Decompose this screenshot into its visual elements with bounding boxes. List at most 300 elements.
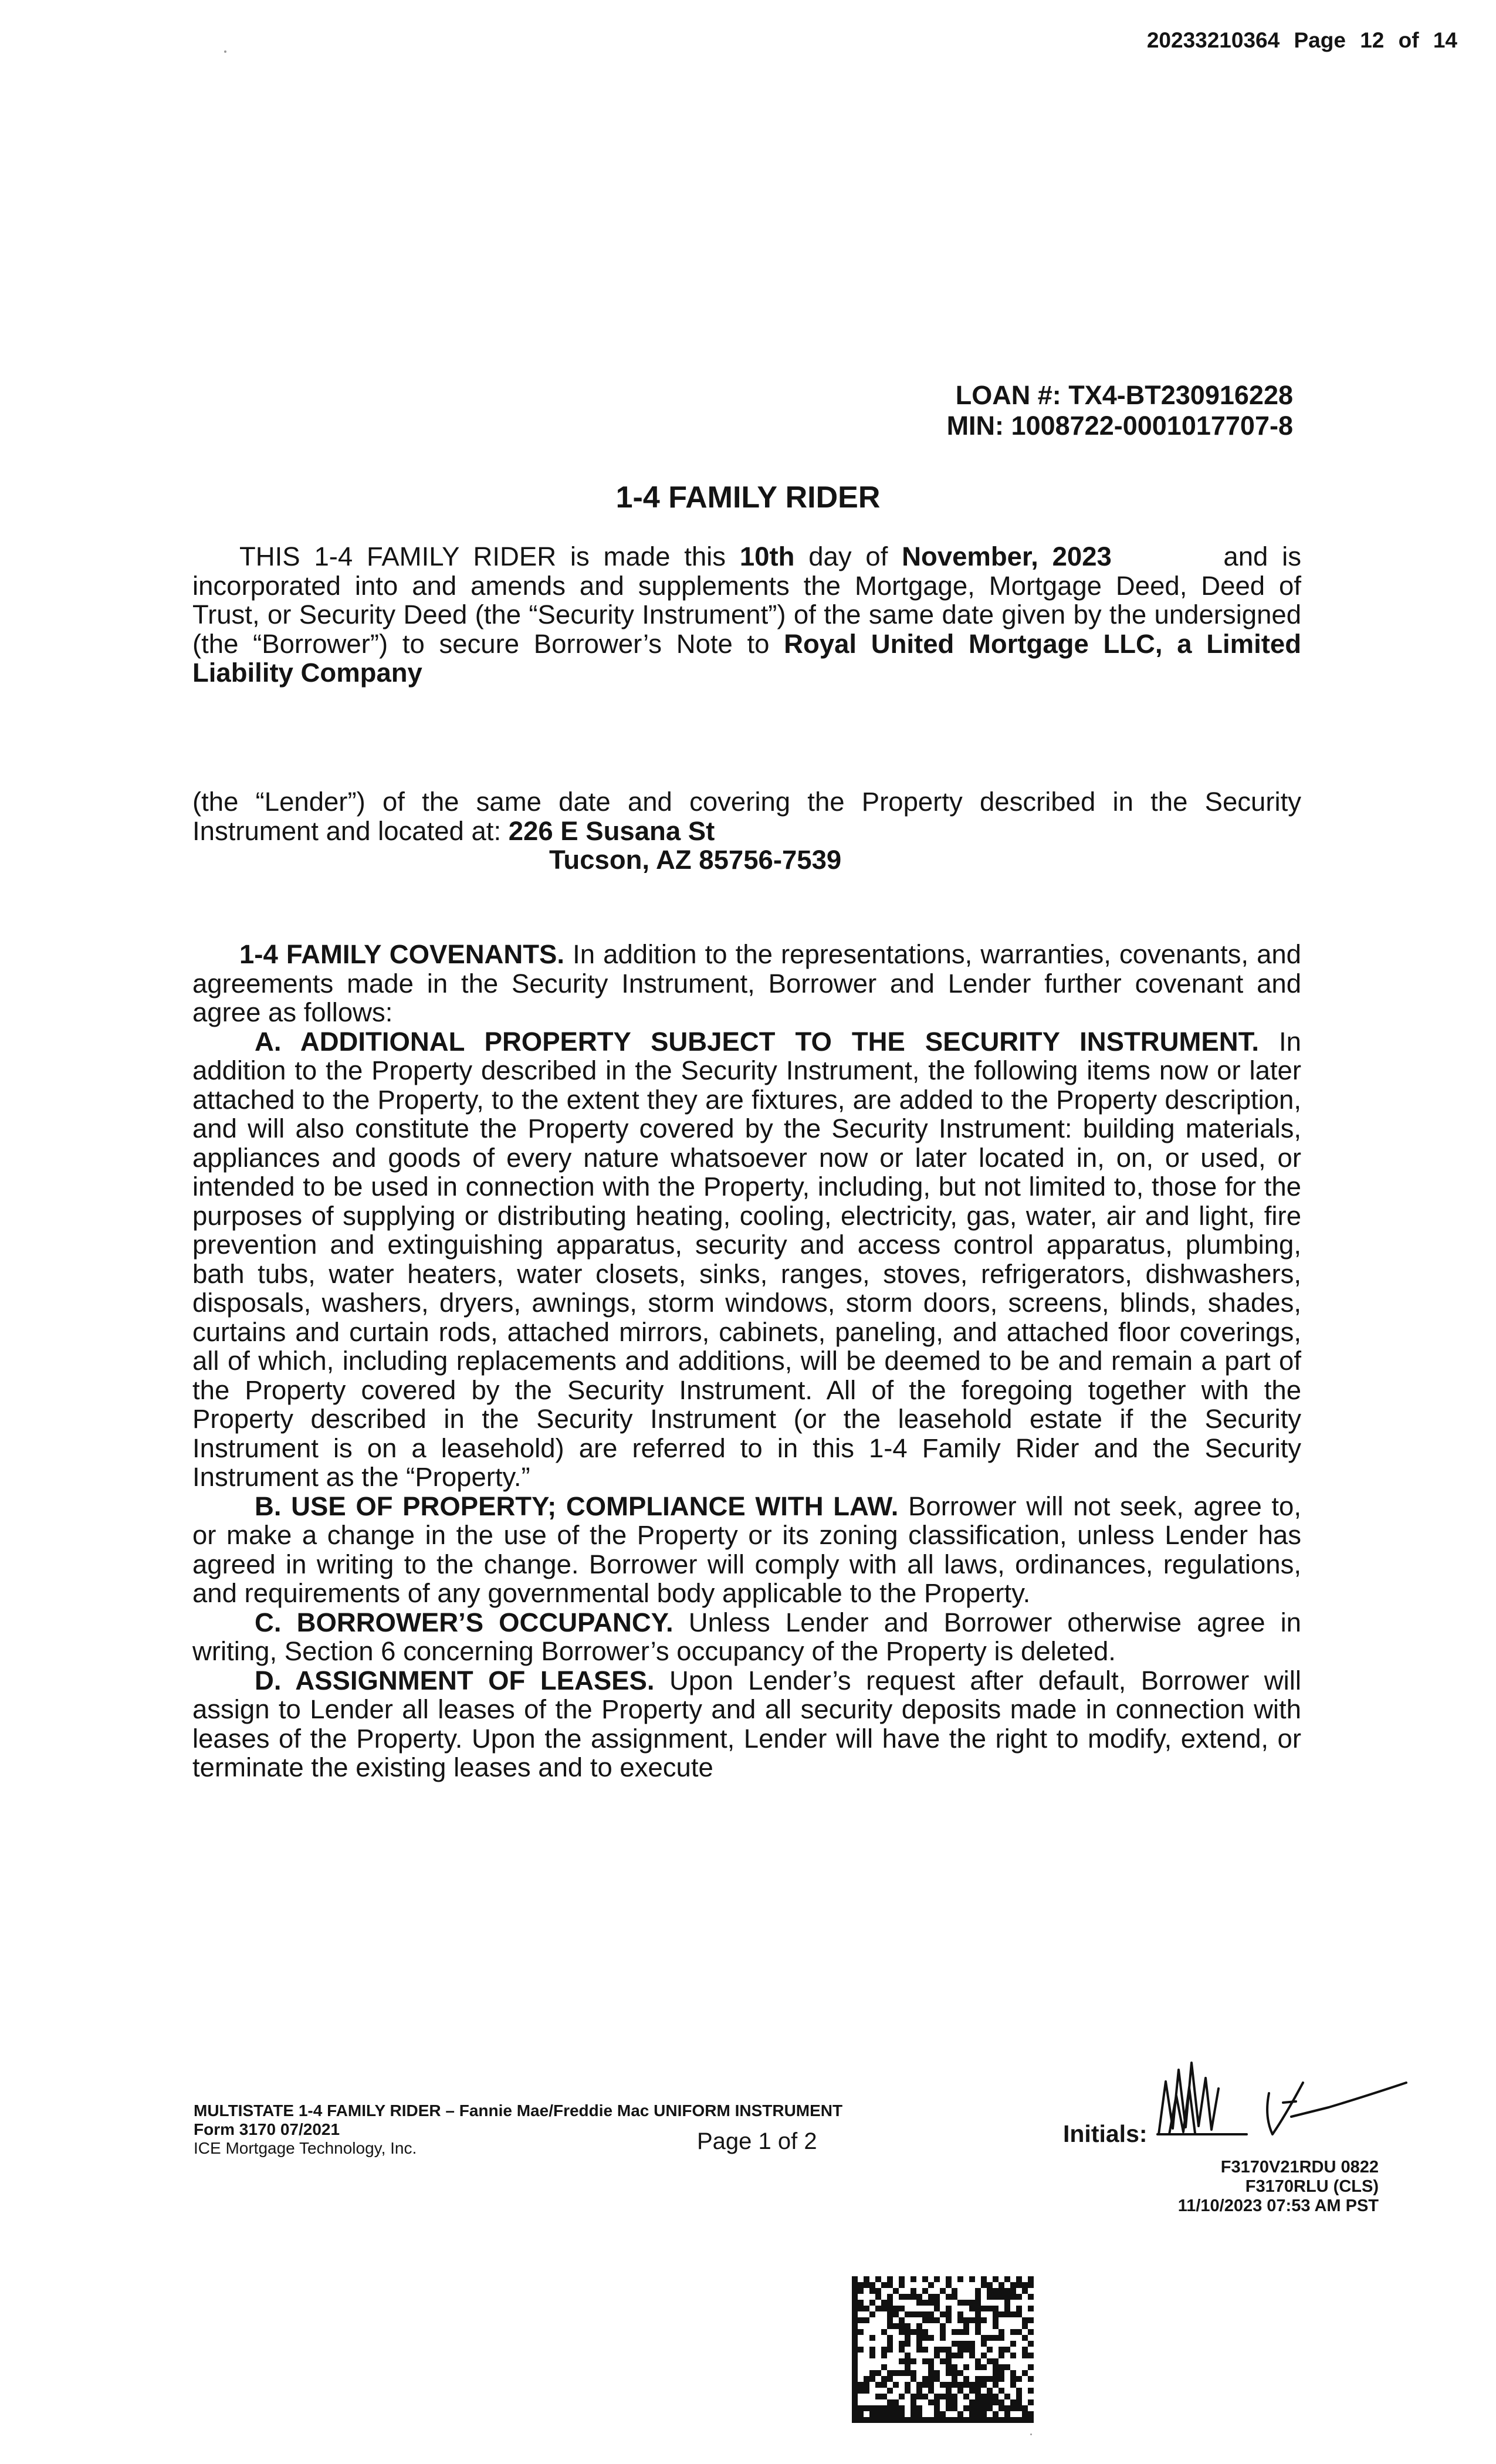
- barcode-module: [969, 2411, 975, 2417]
- barcode-module: [1010, 2282, 1016, 2288]
- barcode-module: [1010, 2353, 1016, 2358]
- barcode-module: [875, 2394, 881, 2399]
- barcode-module: [1028, 2376, 1034, 2382]
- barcode-module: [887, 2276, 893, 2282]
- barcode-module: [946, 2358, 952, 2364]
- section-a: [192, 1027, 1301, 1492]
- barcode-module: [1022, 2370, 1028, 2376]
- barcode-module: [999, 2376, 1004, 2382]
- barcode-module: [993, 2294, 999, 2300]
- barcode-module: [893, 2306, 899, 2311]
- barcode-module: [952, 2294, 957, 2300]
- barcode-module: [969, 2399, 975, 2405]
- barcode-module: [905, 2341, 911, 2347]
- barcode-module: [916, 2394, 922, 2399]
- barcode-module: [911, 2376, 916, 2382]
- barcode-module: [1010, 2405, 1016, 2411]
- barcode-module: [1022, 2323, 1028, 2329]
- barcode-module: [905, 2388, 911, 2394]
- barcode-module: [1022, 2347, 1028, 2353]
- barcode-module: [952, 2417, 957, 2423]
- barcode-module: [940, 2347, 946, 2353]
- barcode-module: [922, 2347, 928, 2353]
- barcode-module: [875, 2276, 881, 2282]
- form-number: Form 3170 07/2021: [194, 2120, 340, 2138]
- barcode-module: [957, 2347, 963, 2353]
- barcode-module: [952, 2329, 957, 2335]
- barcode-module: [869, 2335, 875, 2341]
- covenants-heading: 1-4 FAMILY COVENANTS.: [239, 939, 565, 969]
- barcode-module: [963, 2341, 969, 2347]
- barcode-module: [1010, 2370, 1016, 2376]
- scan-speck: [1030, 2433, 1032, 2435]
- barcode-module: [887, 2294, 893, 2300]
- barcode-module: [952, 2382, 957, 2388]
- barcode-module: [858, 2329, 864, 2335]
- barcode-module: [1004, 2300, 1010, 2306]
- barcode-module: [881, 2411, 887, 2417]
- barcode-module: [911, 2276, 916, 2282]
- barcode-module: [881, 2382, 887, 2388]
- barcode-module: [940, 2311, 946, 2317]
- barcode-module: [916, 2323, 922, 2329]
- barcode-module: [993, 2317, 999, 2323]
- barcode-module: [1016, 2417, 1022, 2423]
- section-b-text: Borrower will not seek, agree to, or make a change in the use of the Property or its zoning classification, unless Lender has agreed in writing to the change. Borrower will comply with all laws, ordinances, regulations, and requirements of any governmental body applicable to the Property.: [192, 1491, 1301, 1608]
- barcode-module: [899, 2317, 905, 2323]
- barcode-module: [981, 2341, 987, 2347]
- barcode-module: [993, 2382, 999, 2388]
- intro-text-3: and is incorporated into and amends and supplements the Mortgage, Mortgage Deed, Deed of Trust, or Security Deed (the “Security Instrument”) of the same date given by the undersigned (the “Borrower”) to secure Borrower’s Note to: [192, 541, 1309, 659]
- barcode-module: [981, 2317, 987, 2323]
- barcode-module: [928, 2317, 934, 2323]
- barcode-module: [899, 2329, 905, 2335]
- barcode-module: [1028, 2317, 1034, 2323]
- property-address-line1: 226 E Susana St: [508, 815, 715, 846]
- barcode-module: [858, 2300, 864, 2306]
- barcode-module: [963, 2323, 969, 2329]
- barcode-2d: [852, 2276, 1034, 2423]
- barcode-module: [999, 2347, 1004, 2353]
- barcode-module: [975, 2317, 981, 2323]
- barcode-module: [1004, 2276, 1010, 2282]
- barcode-module: [963, 2417, 969, 2423]
- barcode-module: [911, 2394, 916, 2399]
- barcode-module: [869, 2405, 875, 2411]
- barcode-module: [893, 2311, 899, 2317]
- barcode-module: [916, 2417, 922, 2423]
- barcode-module: [1016, 2311, 1022, 2317]
- rider-day: 10th: [739, 541, 795, 571]
- barcode-module: [993, 2370, 999, 2376]
- barcode-module: [858, 2411, 864, 2417]
- barcode-module: [957, 2276, 963, 2282]
- barcode-module: [864, 2276, 869, 2282]
- barcode-module: [987, 2417, 993, 2423]
- barcode-module: [852, 2388, 858, 2394]
- barcode-module: [905, 2382, 911, 2388]
- barcode-module: [852, 2364, 858, 2370]
- barcode-module: [1016, 2276, 1022, 2282]
- barcode-module: [1004, 2411, 1010, 2417]
- min-number: MIN: 1008722-0001017707-8: [946, 411, 1293, 441]
- barcode-module: [957, 2370, 963, 2376]
- barcode-module: [963, 2394, 969, 2399]
- barcode-module: [893, 2399, 899, 2405]
- barcode-module: [852, 2329, 858, 2335]
- section-a-heading: A. ADDITIONAL PROPERTY SUBJECT TO THE SECURITY INSTRUMENT.: [255, 1026, 1260, 1057]
- barcode-module: [899, 2411, 905, 2417]
- barcode-module: [852, 2382, 858, 2388]
- barcode-module: [940, 2382, 946, 2388]
- intro-text-2: day of: [794, 541, 902, 571]
- barcode-module: [911, 2329, 916, 2335]
- barcode-module: [987, 2388, 993, 2394]
- barcode-module: [993, 2394, 999, 2399]
- barcode-module: [887, 2323, 893, 2329]
- barcode-module: [864, 2417, 869, 2423]
- barcode-module: [987, 2294, 993, 2300]
- barcode-module: [1004, 2364, 1010, 2370]
- barcode-module: [852, 2306, 858, 2311]
- barcode-module: [1028, 2329, 1034, 2335]
- barcode-module: [987, 2335, 993, 2341]
- barcode-module: [993, 2358, 999, 2364]
- barcode-module: [934, 2317, 940, 2323]
- barcode-module: [952, 2353, 957, 2358]
- lender-name: Royal United Mortgage LLC, a Limited Liability Company: [192, 628, 1302, 688]
- barcode-module: [963, 2382, 969, 2388]
- barcode-module: [916, 2311, 922, 2317]
- barcode-module: [1016, 2376, 1022, 2382]
- form-code-1: F3170V21RDU 0822: [1220, 2158, 1379, 2177]
- barcode-module: [928, 2335, 934, 2341]
- barcode-module: [975, 2364, 981, 2370]
- barcode-module: [969, 2353, 975, 2358]
- barcode-module: [899, 2282, 905, 2288]
- barcode-module: [922, 2311, 928, 2317]
- barcode-module: [957, 2382, 963, 2388]
- barcode-module: [957, 2311, 963, 2317]
- barcode-module: [934, 2353, 940, 2358]
- form-title: MULTISTATE 1-4 FAMILY RIDER – Fannie Mae/Freddie Mac UNIFORM INSTRUMENT: [194, 2101, 843, 2120]
- barcode-module: [963, 2317, 969, 2323]
- barcode-module: [981, 2335, 987, 2341]
- barcode-module: [887, 2411, 893, 2417]
- barcode-module: [922, 2317, 928, 2323]
- section-a-text: In addition to the Property described in the Security Instrument, the following items now or later attached to the Property, to the extent they are fixtures, are added to the Property description, and will also constitute the Property covered by the Security Instrument: building materials, appliances and goods of every nature whatsoever now or later located in, on, or used, or intended to be used in connection with the Property, including, but not limited to, those for the purposes of supplying or distributing heating, cooling, electricity, gas, water, air and light, fire prevention and extinguishing apparatus, security and access control apparatus, plumbing, bath tubs, water heaters, water closets, sinks, ranges, stoves, refrigerators, dishwashers, disposals, washers, dryers, awnings, storm windows, storm doors, screens, blinds, shades, curtains and curtain rods, attached mirrors, cabinets, paneling, and attached floor coverings, all of which, including replacements and additions, will be deemed to be and remain a part of the Property covered by the Security Instrument. All of the foregoing together with the Property described in the Security Instrument (or the leasehold estate if the Security Instrument is on a leasehold) are referred to in this 1-4 Family Rider and the Security Instrument as the “Property.”: [192, 1026, 1301, 1492]
- barcode-module: [1010, 2382, 1016, 2388]
- recording-header: [1147, 28, 1457, 53]
- barcode-module: [993, 2288, 999, 2294]
- barcode-module: [940, 2335, 946, 2341]
- section-d-heading: D. ASSIGNMENT OF LEASES.: [255, 1665, 655, 1695]
- barcode-module: [858, 2347, 864, 2353]
- barcode-module: [1004, 2306, 1010, 2311]
- barcode-module: [940, 2394, 946, 2399]
- barcode-module: [905, 2370, 911, 2376]
- barcode-module: [881, 2405, 887, 2411]
- barcode-module: [993, 2411, 999, 2417]
- barcode-module: [1004, 2311, 1010, 2317]
- barcode-module: [852, 2347, 858, 2353]
- barcode-module: [940, 2358, 946, 2364]
- barcode-module: [975, 2358, 981, 2364]
- barcode-module: [975, 2399, 981, 2405]
- barcode-module: [852, 2376, 858, 2382]
- barcode-module: [864, 2382, 869, 2388]
- barcode-module: [881, 2282, 887, 2288]
- barcode-module: [852, 2405, 858, 2411]
- barcode-module: [893, 2417, 899, 2423]
- barcode-module: [999, 2311, 1004, 2317]
- barcode-module: [1016, 2282, 1022, 2288]
- barcode-module: [987, 2347, 993, 2353]
- barcode-module: [987, 2282, 993, 2288]
- barcode-module: [869, 2353, 875, 2358]
- barcode-module: [928, 2376, 934, 2382]
- barcode-module: [852, 2288, 858, 2294]
- barcode-module: [887, 2282, 893, 2288]
- barcode-module: [893, 2323, 899, 2329]
- barcode-module: [852, 2276, 858, 2282]
- barcode-module: [934, 2405, 940, 2411]
- covenants-intro: In addition to the representations, warranties, covenants, and agreements made in the Security Instrument, Borrower and Lender further covenant and agree as follows:: [192, 939, 1301, 1027]
- barcode-module: [946, 2364, 952, 2370]
- barcode-module: [975, 2311, 981, 2317]
- barcode-module: [993, 2364, 999, 2370]
- barcode-module: [940, 2323, 946, 2329]
- barcode-module: [887, 2335, 893, 2341]
- barcode-module: [905, 2364, 911, 2370]
- barcode-module: [975, 2329, 981, 2335]
- barcode-module: [893, 2288, 899, 2294]
- barcode-module: [1028, 2388, 1034, 2394]
- barcode-module: [952, 2364, 957, 2370]
- barcode-module: [946, 2294, 952, 2300]
- barcode-module: [1016, 2405, 1022, 2411]
- barcode-module: [969, 2306, 975, 2311]
- barcode-module: [905, 2417, 911, 2423]
- barcode-module: [864, 2376, 869, 2382]
- barcode-module: [999, 2282, 1004, 2288]
- initials-label: Initials:: [1063, 2120, 1148, 2147]
- barcode-module: [946, 2417, 952, 2423]
- barcode-module: [911, 2288, 916, 2294]
- barcode-module: [957, 2353, 963, 2358]
- barcode-module: [963, 2347, 969, 2353]
- barcode-module: [1010, 2399, 1016, 2405]
- barcode-module: [946, 2306, 952, 2311]
- barcode-module: [881, 2353, 887, 2358]
- barcode-module: [899, 2323, 905, 2329]
- barcode-module: [887, 2300, 893, 2306]
- barcode-module: [928, 2300, 934, 2306]
- barcode-module: [922, 2288, 928, 2294]
- barcode-module: [1028, 2399, 1034, 2405]
- barcode-module: [905, 2323, 911, 2329]
- barcode-module: [881, 2300, 887, 2306]
- barcode-module: [934, 2294, 940, 2300]
- barcode-module: [916, 2411, 922, 2417]
- barcode-module: [887, 2317, 893, 2323]
- barcode-module: [911, 2417, 916, 2423]
- barcode-module: [916, 2341, 922, 2347]
- barcode-module: [1004, 2417, 1010, 2423]
- barcode-module: [899, 2276, 905, 2282]
- barcode-module: [975, 2417, 981, 2423]
- barcode-module: [928, 2358, 934, 2364]
- barcode-module: [881, 2417, 887, 2423]
- barcode-module: [934, 2411, 940, 2417]
- barcode-module: [905, 2358, 911, 2364]
- barcode-module: [969, 2405, 975, 2411]
- barcode-module: [899, 2417, 905, 2423]
- barcode-module: [881, 2376, 887, 2382]
- barcode-module: [852, 2311, 858, 2317]
- barcode-module: [940, 2329, 946, 2335]
- barcode-module: [928, 2370, 934, 2376]
- barcode-module: [869, 2282, 875, 2288]
- barcode-module: [922, 2376, 928, 2382]
- barcode-module: [852, 2370, 858, 2376]
- barcode-module: [869, 2347, 875, 2353]
- rider-month-year: November, 2023: [902, 541, 1112, 571]
- barcode-module: [869, 2411, 875, 2417]
- barcode-module: [864, 2282, 869, 2288]
- barcode-module: [1028, 2294, 1034, 2300]
- barcode-module: [981, 2382, 987, 2388]
- barcode-module: [934, 2347, 940, 2353]
- barcode-module: [946, 2388, 952, 2394]
- barcode-module: [963, 2376, 969, 2382]
- barcode-module: [916, 2329, 922, 2335]
- barcode-module: [922, 2358, 928, 2364]
- barcode-module: [981, 2364, 987, 2370]
- barcode-module: [928, 2294, 934, 2300]
- barcode-module: [858, 2382, 864, 2388]
- barcode-module: [946, 2311, 952, 2317]
- barcode-module: [852, 2294, 858, 2300]
- barcode-module: [963, 2329, 969, 2335]
- barcode-module: [975, 2405, 981, 2411]
- barcode-module: [981, 2399, 987, 2405]
- barcode-module: [1028, 2353, 1034, 2358]
- section-c: [192, 1608, 1301, 1666]
- property-address-line2: Tucson, AZ 85756-7539: [549, 845, 842, 875]
- form-code-2: F3170RLU (CLS): [1245, 2177, 1379, 2196]
- barcode-module: [852, 2353, 858, 2358]
- barcode-module: [934, 2276, 940, 2282]
- barcode-module: [858, 2288, 864, 2294]
- footer-page-number: Page 1 of 2: [697, 2128, 817, 2154]
- barcode-module: [934, 2376, 940, 2382]
- barcode-module: [858, 2417, 864, 2423]
- barcode-module: [969, 2317, 975, 2323]
- barcode-module: [928, 2382, 934, 2388]
- barcode-module: [934, 2306, 940, 2311]
- barcode-module: [999, 2405, 1004, 2411]
- barcode-module: [952, 2405, 957, 2411]
- barcode-module: [957, 2329, 963, 2335]
- barcode-module: [852, 2417, 858, 2423]
- barcode-module: [864, 2317, 869, 2323]
- barcode-module: [916, 2300, 922, 2306]
- barcode-module: [858, 2405, 864, 2411]
- barcode-module: [864, 2388, 869, 2394]
- barcode-module: [893, 2370, 899, 2376]
- barcode-module: [852, 2399, 858, 2405]
- barcode-module: [852, 2335, 858, 2341]
- barcode-module: [963, 2364, 969, 2370]
- barcode-module: [1022, 2411, 1028, 2417]
- barcode-module: [987, 2358, 993, 2364]
- barcode-module: [875, 2405, 881, 2411]
- barcode-module: [946, 2370, 952, 2376]
- barcode-module: [875, 2382, 881, 2388]
- barcode-module: [1022, 2417, 1028, 2423]
- barcode-module: [1028, 2341, 1034, 2347]
- barcode-module: [875, 2370, 881, 2376]
- barcode-module: [975, 2376, 981, 2382]
- barcode-module: [899, 2405, 905, 2411]
- barcode-module: [881, 2306, 887, 2311]
- barcode-module: [1010, 2288, 1016, 2294]
- barcode-module: [887, 2405, 893, 2411]
- barcode-module: [1010, 2341, 1016, 2347]
- barcode-module: [999, 2288, 1004, 2294]
- barcode-module: [993, 2376, 999, 2382]
- barcode-module: [981, 2376, 987, 2382]
- barcode-module: [934, 2417, 940, 2423]
- barcode-module: [969, 2341, 975, 2347]
- barcode-module: [1028, 2417, 1034, 2423]
- intro-paragraph: [192, 541, 1309, 688]
- loan-number: LOAN #: TX4-BT230916228: [955, 380, 1293, 410]
- barcode-module: [1022, 2282, 1028, 2288]
- barcode-module: [1028, 2276, 1034, 2282]
- barcode-module: [946, 2382, 952, 2388]
- barcode-module: [852, 2317, 858, 2323]
- form-codes: [1085, 2158, 1379, 2216]
- barcode-module: [1010, 2294, 1016, 2300]
- barcode-module: [928, 2364, 934, 2370]
- barcode-module: [946, 2282, 952, 2288]
- barcode-module: [969, 2382, 975, 2388]
- barcode-module: [952, 2341, 957, 2347]
- barcode-module: [957, 2341, 963, 2347]
- barcode-module: [928, 2311, 934, 2317]
- barcode-module: [999, 2388, 1004, 2394]
- barcode-module: [946, 2276, 952, 2282]
- barcode-module: [1022, 2317, 1028, 2323]
- scan-speck: [224, 50, 226, 53]
- barcode-module: [864, 2306, 869, 2311]
- barcode-module: [987, 2405, 993, 2411]
- barcode-module: [1028, 2411, 1034, 2417]
- barcode-module: [975, 2323, 981, 2329]
- barcode-module: [911, 2405, 916, 2411]
- barcode-module: [899, 2347, 905, 2353]
- barcode-module: [916, 2347, 922, 2353]
- barcode-module: [963, 2405, 969, 2411]
- barcode-module: [952, 2288, 957, 2294]
- barcode-module: [993, 2276, 999, 2282]
- barcode-module: [852, 2358, 858, 2364]
- barcode-module: [905, 2335, 911, 2341]
- barcode-module: [928, 2417, 934, 2423]
- barcode-module: [875, 2288, 881, 2294]
